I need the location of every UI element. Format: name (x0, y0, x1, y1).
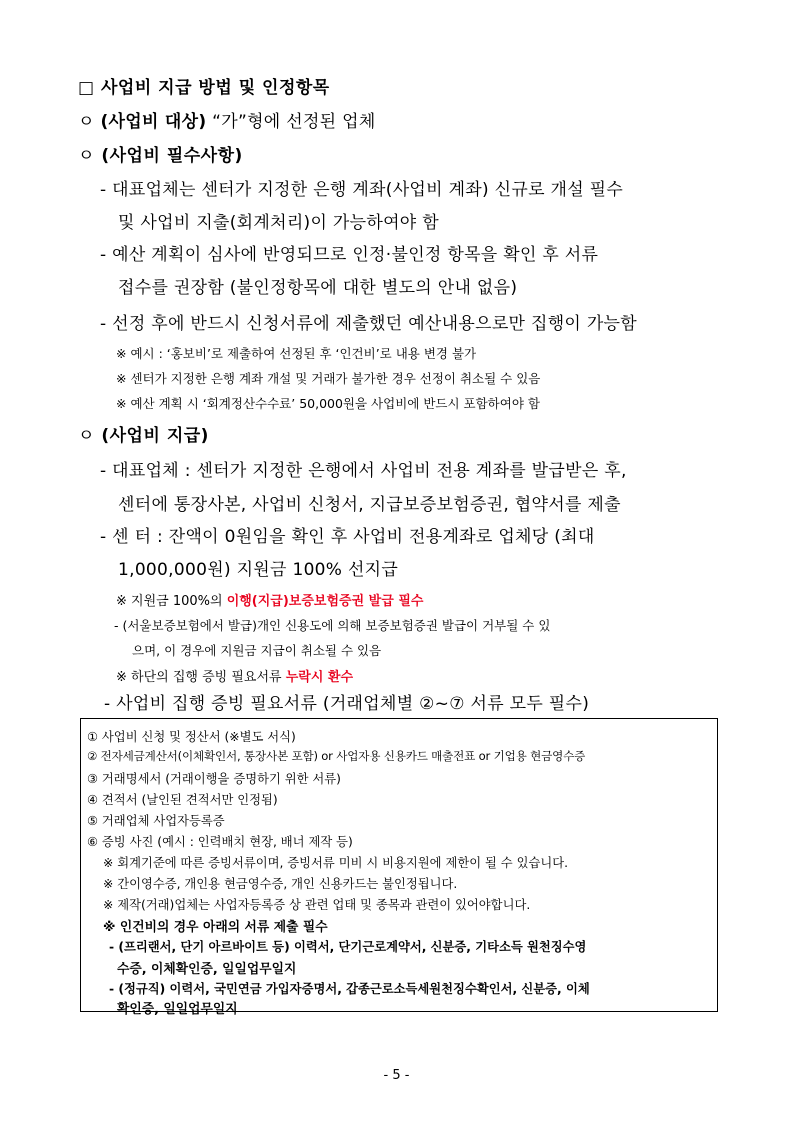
target-text: “가”형에 선정된 업체 (212, 112, 376, 132)
doc-note-3: ※ 제작(거래)업체는 사업자등록증 상 관련 업태 및 종목과 관련이 있어야합니다. (103, 898, 531, 912)
page-number: - 5 - (383, 1068, 410, 1083)
required-item-2-line1: - 예산 계획이 심사에 반영되므로 인정·불인정 항목을 확인 후 서류 (100, 245, 599, 265)
payment-note-3 (116, 666, 353, 685)
doc-item-3: ③ 거래명세서 (거래이행을 증명하기 위한 서류) (87, 772, 341, 786)
required-heading: (사업비 필수사항) (101, 146, 243, 166)
payment-note-1-highlight: 이행(지급)보증보험증권 발급 필수 (226, 594, 424, 609)
required-bullet: ㅇ (78, 146, 95, 166)
required-item-3-line1: - 선정 후에 반드시 신청서류에 제출했던 예산내용으로만 집행이 가능함 (100, 314, 638, 334)
labor-item-1-line1: - (프리랜서, 단기 아르바이트 등) 이력서, 단기근로계약서, 신분증, 기타소득 원천징수영 (109, 940, 587, 954)
payment-note-1-prefix: ※ 지원금 100%의 (116, 594, 227, 609)
payment-note-2-line2: 으며, 이 경우에 지원금 지급이 취소될 수 있음 (132, 643, 382, 658)
doc-item-5: ⑤ 거래업체 사업자등록증 (87, 814, 225, 828)
payment-bullet: ㅇ (78, 426, 95, 446)
payment-item-2-line2: 1,000,000원) 지원금 100% 선지급 (118, 560, 399, 580)
payment-item-1-line2: 센터에 통장사본, 사업비 신청서, 지급보증보험증권, 협약서를 제출 (118, 495, 621, 515)
target-bullet: ㅇ (78, 112, 95, 132)
labor-title: ※ 인건비의 경우 아래의 서류 제출 필수 (103, 920, 328, 935)
payment-heading: (사업비 지급) (101, 426, 209, 446)
payment-evidence: - 사업비 집행 증빙 필요서류 (거래업체별 ②~⑦ 서류 모두 필수) (104, 694, 590, 714)
labor-item-1-line2: 수증, 이체확인증, 일일업무일지 (117, 962, 297, 977)
payment-note-3-highlight: 누락시 환수 (285, 670, 354, 685)
doc-item-6: ⑥ 증빙 사진 (예시 : 인력배치 현장, 배너 제작 등) (87, 835, 353, 849)
doc-item-4: ④ 견적서 (날인된 견적서만 인정됨) (87, 793, 278, 807)
required-item-1-line2: 및 사업비 지출(회계처리)이 가능하여야 함 (118, 213, 439, 233)
payment-note-1 (116, 590, 423, 609)
required-heading-line (78, 141, 243, 166)
required-note-2: ※ 센터가 지정한 은행 계좌 개설 및 거래가 불가한 경우 선정이 취소될 수 있음 (116, 371, 541, 386)
required-note-1: ※ 예시 : ‘홍보비’로 제출하여 선정된 후 ‘인건비’로 내용 변경 불가 (116, 346, 477, 361)
target-heading: (사업비 대상) (100, 112, 207, 132)
payment-item-2-line1: - 센 터 : 잔액이 0원임을 확인 후 사업비 전용계좌로 업체당 (최대 (100, 527, 595, 547)
doc-item-2: ② 전자세금계산서(이체확인서, 통장사본 포함) or 사업자용 신용카드 매출전표 or 기업용 현금영수증 (87, 749, 586, 763)
payment-item-1-line1: - 대표업체 : 센터가 지정한 은행에서 사업비 전용 계좌를 발급받은 후, (100, 461, 627, 481)
required-documents-box (80, 718, 718, 1017)
payment-note-2-line1: - (서울보증보험에서 발급)개인 신용도에 의해 보증보험증권 발급이 거부될 수 있 (114, 618, 551, 633)
doc-note-1: ※ 회계기준에 따른 증빙서류이며, 증빙서류 미비 시 비용지원에 제한이 될 수 있습니다. (103, 856, 568, 870)
labor-item-2-line1: - (정규직) 이력서, 국민연금 가입자증명서, 갑종근로소득세원천징수확인서, 신분증, 이체 (109, 982, 590, 996)
doc-item-1: ① 사업비 신청 및 정산서 (※별도 서식) (87, 730, 296, 744)
labor-item-2-line2: 확인증, 일일업무일지 (117, 1002, 238, 1017)
doc-note-2: ※ 간이영수증, 개인용 현금영수증, 개인 신용카드는 불인정됩니다. (103, 877, 458, 891)
payment-heading-line (78, 421, 209, 446)
required-item-1-line1: - 대표업체는 센터가 지정한 은행 계좌(사업비 계좌) 신규로 개설 필수 (100, 180, 624, 200)
target-line (78, 107, 376, 132)
payment-note-3-prefix: ※ 하단의 집행 증빙 필요서류 (116, 670, 286, 685)
required-item-2-line2: 접수를 권장함 (불인정항목에 대한 별도의 안내 없음) (118, 278, 518, 298)
section-title: □ 사업비 지급 방법 및 인정항목 (78, 78, 330, 98)
required-note-3: ※ 예산 계획 시 ‘회계정산수수료’ 50,000원을 사업비에 반드시 포함하여야 함 (116, 396, 540, 411)
